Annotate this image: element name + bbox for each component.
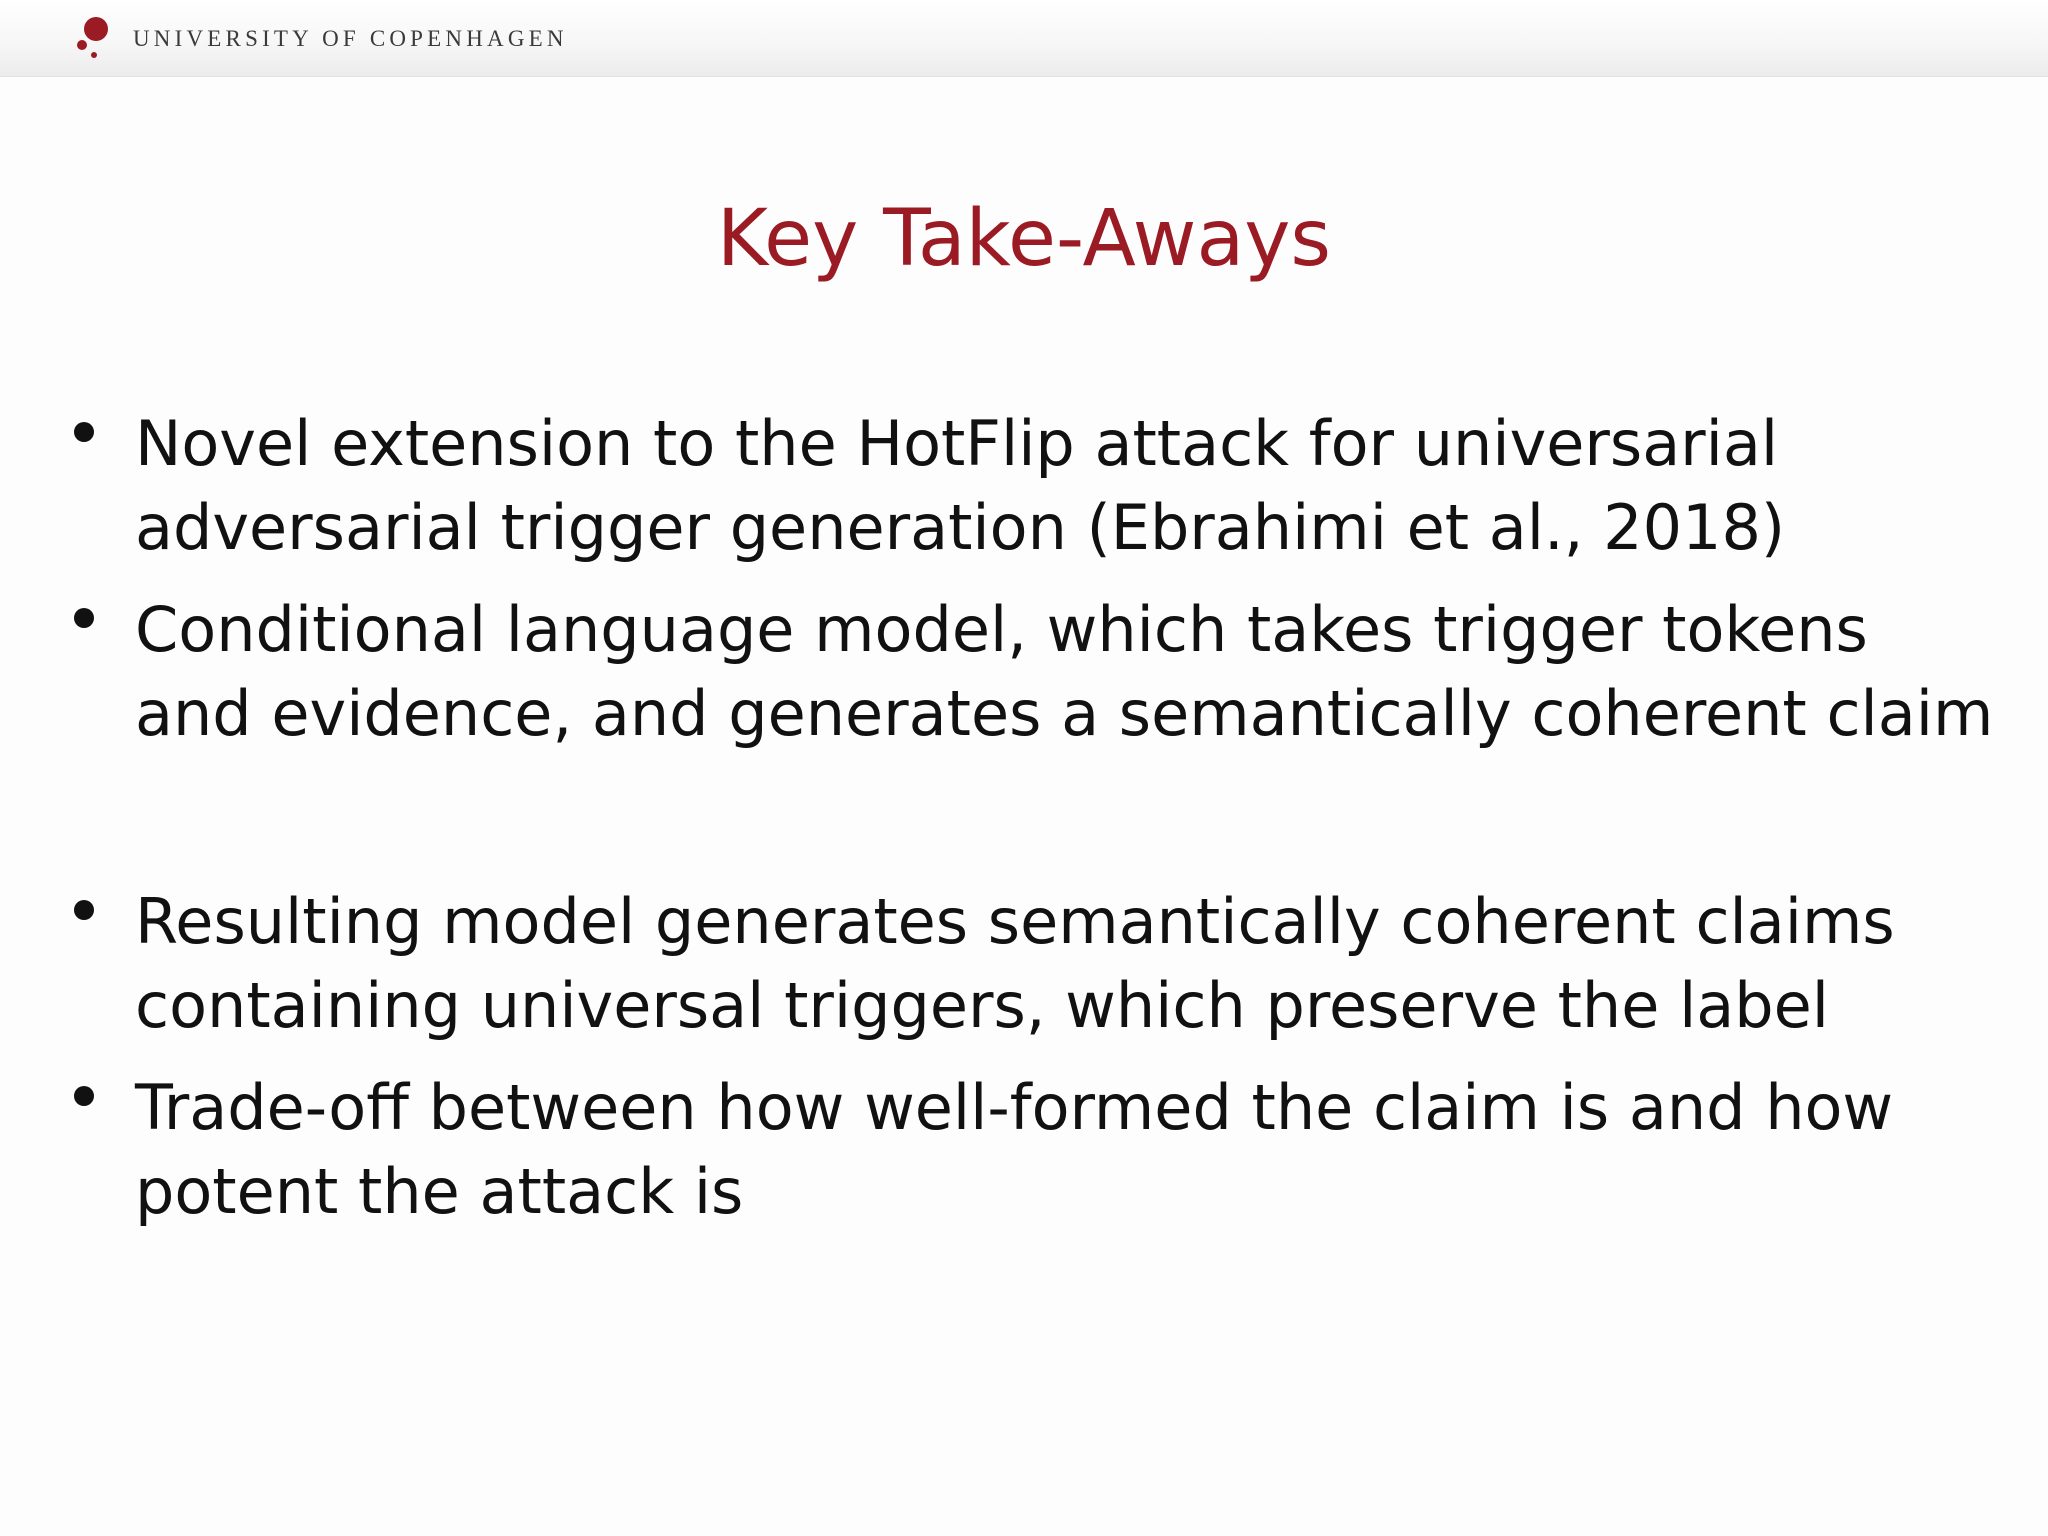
bullet-line: adversarial trigger generation (Ebrahimi et al., 2018) (135, 491, 1786, 564)
bullet-item (0, 588, 2048, 758)
bullet-line: potent the attack is (135, 1155, 744, 1228)
header-bar (0, 0, 2048, 77)
bullet-line: Trade-off between how well-formed the claim is and how (135, 1071, 1894, 1144)
bullet-item (0, 1066, 2048, 1236)
bullet-text (135, 402, 2015, 570)
bullet-line: and evidence, and generates a semantically coherent claim (135, 677, 1994, 750)
ku-seal-icon (74, 14, 114, 60)
bullet-line: Conditional language model, which takes trigger tokens (135, 593, 1868, 666)
bullet-line: Resulting model generates semantically coherent claims (135, 885, 1895, 958)
bullet-dot-icon (74, 608, 94, 628)
bullet-text (135, 588, 2015, 756)
bullet-dot-icon (74, 900, 94, 920)
bullet-dot-icon (74, 422, 94, 442)
bullet-text (135, 880, 2015, 1048)
institution-name: UNIVERSITY OF COPENHAGEN (133, 26, 568, 51)
bullet-line: Novel extension to the HotFlip attack for universarial (135, 407, 1779, 480)
bullet-dot-icon (74, 1086, 94, 1106)
bullet-item (0, 880, 2048, 1050)
slide-title: Key Take-Aways (716, 194, 1332, 284)
bullet-text (135, 1066, 2015, 1234)
bullet-item (0, 402, 2048, 572)
bullet-line: containing universal triggers, which preserve the label (135, 969, 1830, 1042)
